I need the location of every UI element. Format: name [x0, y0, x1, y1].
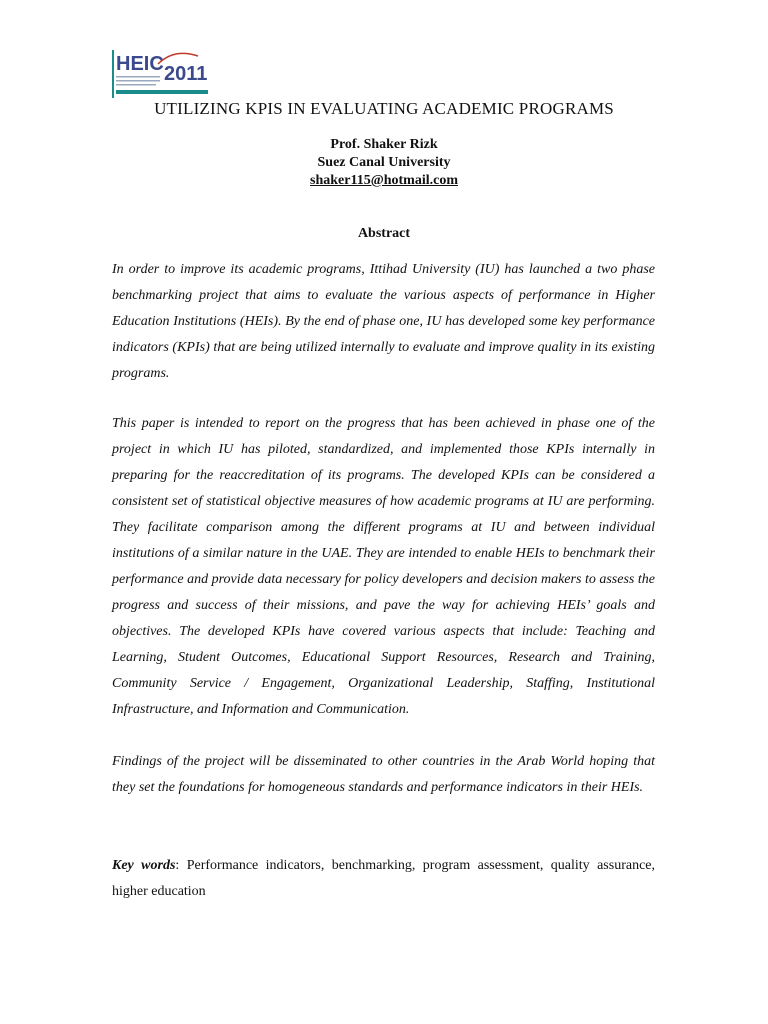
conference-logo: [112, 50, 210, 98]
keywords-label: Key words: [112, 858, 176, 873]
logo-year: 2011: [164, 63, 208, 85]
author-name: Prof. Shaker Rizk: [330, 137, 438, 152]
author-email-link[interactable]: shaker115@hotmail.com: [310, 173, 458, 188]
abstract-paragraph-2: This paper is intended to report on the progress that has been achieved in phase one of the project in which IU has piloted, standardized, and implemented those KPIs internally in preparing for the reaccreditation of its programs. The developed KPIs can be considered a consistent set of statistical objective measures of how academic programs at IU are performing. They facilitate comparison among the different programs at IU and between individual institutions of a similar nature in the UAE. They are intended to enable HEIs to benchmark their performance and provide data necessary for policy developers and decision makers to assess the progress and success of their missions, and pave the way for achieving HEIs’ goals and objectives. The developed KPIs have covered various aspects that include: Teaching and Learning, Student Outcomes, Educational Support Resources, Research and Training, Community Service / Engagement, Organizational Leadership, Staffing, Institutional Infrastructure, and Information and Communication.: [112, 416, 655, 717]
abstract-paragraph-1: In order to improve its academic programs, Ittihad University (IU) has launched a two phase benchmarking project that aims to evaluate the various aspects of performance in Higher Education Institutions (HEIs). By the end of phase one, IU has developed some key performance indicators (KPIs) that are being utilized internally to evaluate and improve quality in its existing programs.: [112, 262, 655, 381]
author-block: [0, 136, 768, 190]
keywords-line: [112, 853, 655, 905]
paper-title: UTILIZING KPIS IN EVALUATING ACADEMIC PROGRAMS: [154, 99, 614, 118]
abstract-heading: Abstract: [357, 226, 411, 241]
author-affiliation: Suez Canal University: [317, 155, 451, 170]
abstract-paragraph-3: Findings of the project will be disseminated to other countries in the Arab World hoping that they set the foundations for homogeneous standards and performance indicators in their HEIs.: [112, 754, 655, 795]
logo-heic: HEIC: [116, 53, 164, 75]
keywords-text: : Performance indicators, benchmarking, program assessment, quality assurance, higher education: [112, 858, 655, 899]
